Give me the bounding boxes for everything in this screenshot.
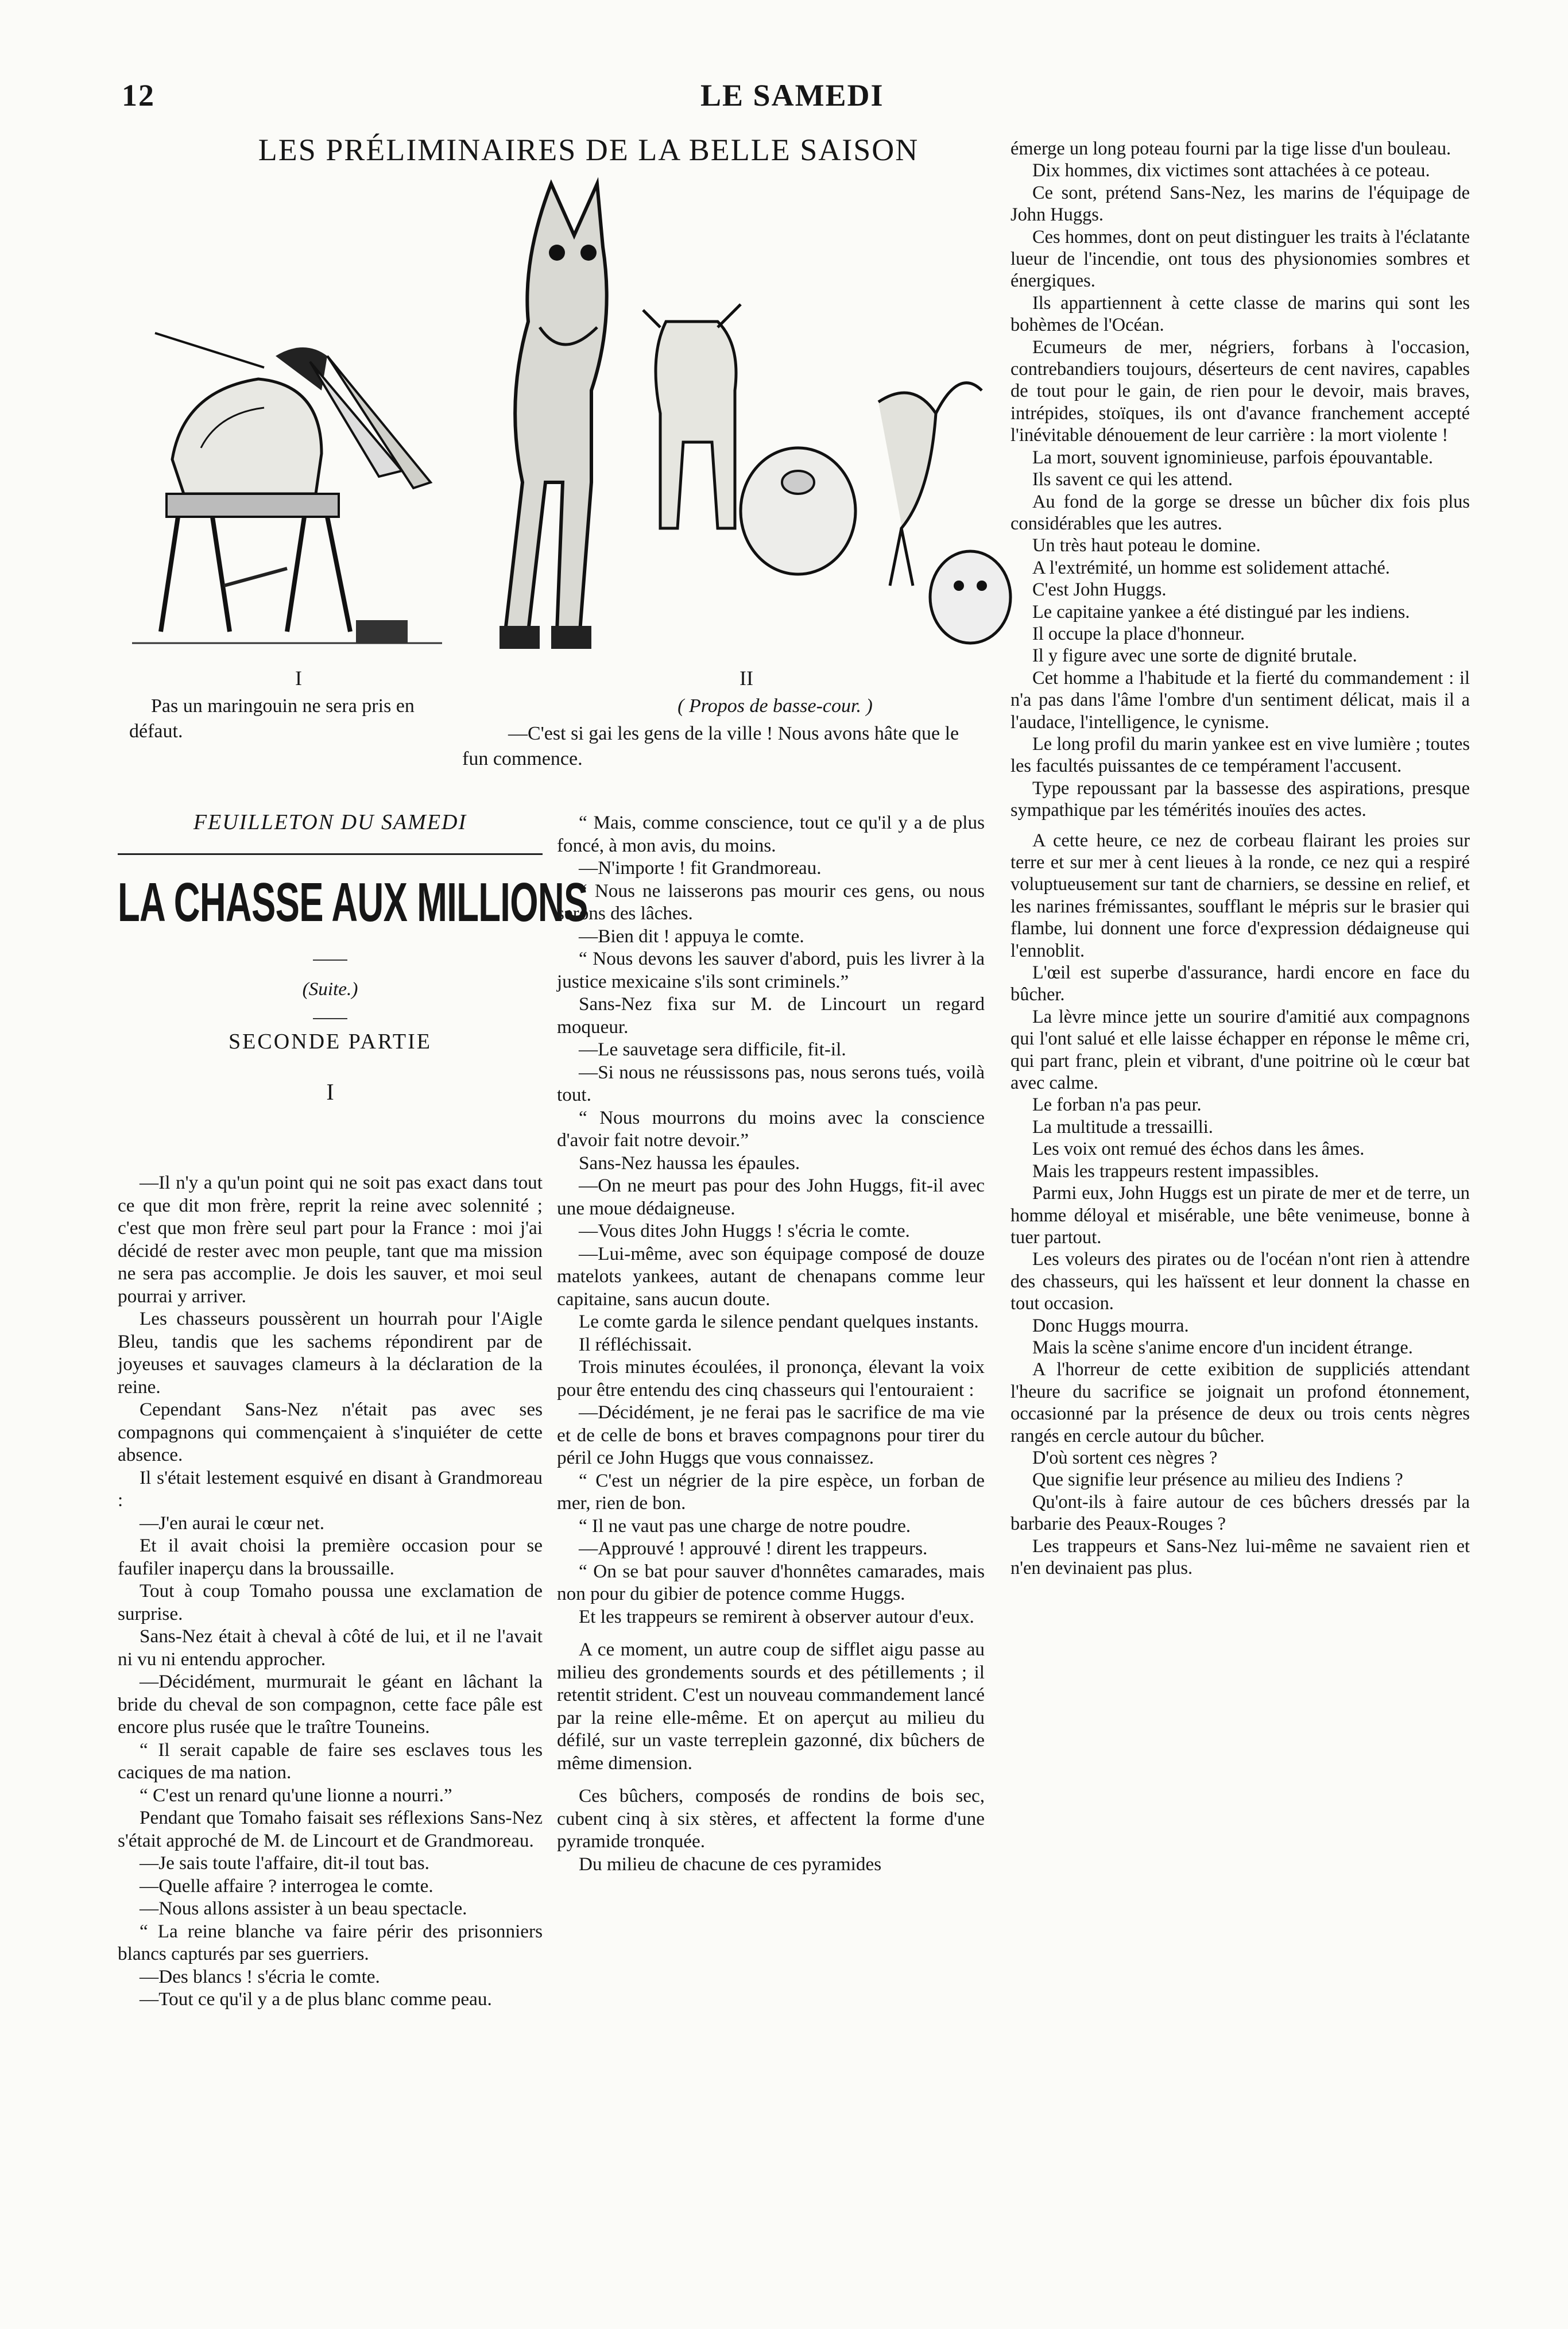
paragraph: Parmi eux, John Huggs est un pirate de mer et de terre, un homme déloyal et misérable, une bête venimeuse, bonne à tuer partout. [1011,1183,1470,1248]
paragraph: “ C'est un négrier de la pire espèce, un forban de mer, rien de bon. [557,1469,985,1514]
paragraph: —Tout ce qu'il y a de plus blanc comme peau. [140,1988,492,2010]
paragraph: Au fond de la gorge se dresse un bûcher dix fois plus considérables que les autres. [1011,491,1470,534]
paragraph: —N'importe ! fit Grandmoreau. [579,857,822,879]
paragraph: Pendant que Tomaho faisait ses réflexions Sans-Nez s'était approché de M. de Lincourt et de Grandmoreau. [118,1807,543,1851]
paragraph: Le comte garda le silence pendant quelques instants. [579,1311,979,1332]
paragraph: “ Nous ne laisserons pas mourir ces gens, ou nous serons des lâches. [557,880,985,924]
paragraph: Ces hommes, dont on peut distinguer les traits à l'éclatante lueur de l'incendie, ont tous des physionomies sombres et énergiques. [1011,226,1470,292]
paragraph: Le capitaine yankee a été distingué par les indiens. [1032,601,1410,622]
paragraph: “ Nous mourrons du moins avec la conscience d'avoir fait notre devoir.” [557,1107,985,1151]
paragraph: La lèvre mince jette un sourire d'amitié aux compagnons qui l'ont salué et elle laisse échapper en réponse le même cri, qui part franc, plein et vibrant, d'une poitrine où le cœur bat avec calme. [1011,1006,1470,1094]
paragraph: —On ne meurt pas pour des John Huggs, fit-il avec une moue dédaigneuse. [557,1175,985,1219]
paragraph: —Quelle affaire ? interrogea le comte. [140,1875,433,1897]
paragraph: —Bien dit ! appuya le comte. [579,925,804,947]
paragraph: Les chasseurs poussèrent un hourrah pour l'Aigle Bleu, tandis que les sachems répondirent par de joyeuses et sauvages clameurs à la déclaration de la reine. [118,1308,543,1398]
paragraph: Ce sont, prétend Sans-Nez, les marins de l'équipage de John Huggs. [1011,182,1470,226]
suite-label: (Suite.) [302,978,358,1000]
paragraph: —Approuvé ! approuvé ! dirent les trappeurs. [579,1538,928,1559]
paragraph: —Lui-même, avec son équipage composé de douze matelots yankees, autant de chenapans comme leur capitaine, sans aucun doute. [557,1243,985,1310]
paragraph: Ils savent ce qui les attend. [1032,469,1233,490]
divider [313,1018,347,1019]
paragraph: Cet homme a l'habitude et la fierté du commandement : il n'a pas dans l'âme l'ombre d'un sentiment délicat, mais il a l'audace, l'intelligence, le cynisme. [1011,667,1470,733]
paragraph: —Le sauvetage sera difficile, fit-il. [579,1039,846,1060]
farm-animals-illustration [477,172,1028,666]
paragraph: Et il avait choisi la première occasion pour se faufiler inaperçu dans la broussaille. [118,1535,543,1579]
paragraph: A ce moment, un autre coup de sifflet aigu passe au milieu des grondements sourds et des pétillements ; il retentit strident. C'est un nouveau commandement lancé par la reine elle-même. Et on aperçut au milieu du défilé, sur un vaste terreplein gazonné, dix bûchers de même dimension. [557,1639,985,1774]
novel-title: LA CHASSE AUX MILLIONS [118,872,588,933]
paragraph: Sans-Nez haussa les épaules. [579,1152,800,1174]
paragraph: L'œil est superbe d'assurance, hardi encore en face du bûcher. [1011,962,1470,1005]
paragraph: Ces bûchers, composés de rondins de bois sec, cubent cinq à six stères, et affectent la forme d'une pyramide tronquée. [557,1785,985,1852]
paragraph: —Nous allons assister à un beau spectacle. [140,1898,467,1919]
paragraph: Donc Huggs mourra. [1032,1315,1189,1336]
paragraph: —Des blancs ! s'écria le comte. [140,1966,380,1987]
paragraph: La multitude a tressailli. [1032,1116,1213,1138]
paragraph: Cependant Sans-Nez n'était pas avec ses compagnons qui commençaient à s'inquiéter de cette absence. [118,1399,543,1465]
paragraph: La mort, souvent ignominieuse, parfois épouvantable. [1032,447,1434,468]
paragraph: Sans-Nez fixa sur M. de Lincourt un regard moqueur. [557,993,985,1038]
feuilleton-label: FEUILLETON DU SAMEDI [193,810,467,834]
paragraph: —Décidément, je ne ferai pas le sacrifice de ma vie et de celle de bons et braves compagnons pour tirer du péril ce John Huggs que vous connaissez. [557,1402,985,1468]
paragraph: Les voleurs des pirates ou de l'océan n'ont rien à attendre des chasseurs, qui les haïssent et leur donnent la chasse en tout occasion. [1011,1249,1470,1314]
paragraph: A cette heure, ce nez de corbeau flairant les proies sur terre et sur mer à cent lieues à la ronde, ce nez qui a respiré voluptueusement sur tant de charniers, se dessine en relief, et les narines frémissantes, soufflant le mépris sur le brasier qui flambe, lui donnent une force d'expression dédaigneuse qui l'ennoblit. [1011,830,1470,961]
paragraph: Il s'était lestement esquivé en disant à Grandmoreau : [118,1467,543,1511]
paragraph: A l'horreur de cette exibition de suppliciés attendant l'heure du sacrifice se joignait un profond étonnement, occasionné par la présence de deux ou trois cents nègres rangés en cercle autour du bûcher. [1011,1359,1470,1446]
feuilleton-header [118,810,588,1105]
paragraph: A l'extrémité, un homme est solidement attaché. [1032,557,1390,578]
paragraph: —Il n'y a qu'un point qui ne soit pas exact dans tout ce que dit mon frère, reprit la reine avec solennité ; c'est que mon frère seul part pour la France : moi j'ai décidé de rester avec mon peuple, tant que ma mission ne sera pas accomplie. Je dois les sauver, et moi seul pourrai y arriver. [118,1172,543,1307]
paragraph: Qu'ont-ils à faire autour de ces bûchers dressés par la barbarie des Peaux-Rouges ? [1011,1491,1470,1535]
paragraph: “ Il ne vaut pas une charge de notre poudre. [579,1515,911,1537]
paragraph: Type repoussant par la bassesse des aspirations, presque sympathique par les témérités inouïes des actes. [1011,777,1470,821]
column-2-text [557,811,985,1875]
plate-2-number: II [740,667,753,690]
paragraph: “ Nous devons les sauver d'abord, puis les livrer à la justice mexicaine s'ils sont criminels.” [557,948,985,992]
mosquito-illustration [132,322,442,666]
paragraph: Le forban n'a pas peur. [1032,1094,1202,1116]
paragraph: Tout à coup Tomaho poussa une exclamation de surprise. [118,1580,543,1624]
paragraph: “ Mais, comme conscience, tout ce qu'il y a de plus foncé, à mon avis, du moins. [557,812,985,856]
column-3-text [1011,138,1470,1579]
paragraph: Les voix ont remué des échos dans les âmes. [1032,1139,1365,1160]
paragraph: Il y figure avec une sorte de dignité brutale. [1032,645,1357,667]
part-heading: SECONDE PARTIE [229,1029,432,1054]
chapter-number: I [326,1079,334,1105]
paragraph: Les trappeurs et Sans-Nez lui-même ne savaient rien et n'en devinaient pas plus. [1011,1535,1470,1579]
paragraph: Le long profil du marin yankee est en vive lumière ; toutes les facultés puissantes de ce tempérament l'accusent. [1011,733,1470,777]
paragraph: “ C'est un renard qu'une lionne a nourri.” [140,1784,452,1806]
page-number: 12 [122,78,155,113]
paragraph: Du milieu de chacune de ces pyramides [579,1853,882,1875]
paragraph: Que signifie leur présence au milieu des Indiens ? [1032,1469,1403,1491]
paragraph: Un très haut poteau le domine. [1032,535,1261,556]
paragraph: Et les trappeurs se remirent à observer autour d'eux. [579,1605,974,1627]
paragraph: Mais la scène s'anime encore d'un incident étrange. [1032,1337,1413,1358]
journal-title: LE SAMEDI [700,78,884,113]
divider [313,960,347,961]
plate-1-caption: Pas un maringouin ne sera pris en défaut. [129,695,415,742]
column-1-text [118,1171,543,2011]
paragraph: Dix hommes, dix victimes sont attachées à ce poteau. [1032,160,1430,181]
plate-2-subtitle: ( Propos de basse-cour. ) [677,695,873,717]
paragraph: —Décidément, murmurait le géant en lâchant la bride du cheval de son compagnon, cette face pâle est encore plus rusée que le traître Touneins. [118,1671,543,1738]
paragraph: “ Il serait capable de faire ses esclaves tous les caciques de ma nation. [118,1739,543,1783]
plate-2-caption: —C'est si gai les gens de la ville ! Nous avons hâte que le fun commence. [462,723,959,769]
paragraph: Ecumeurs de mer, négriers, forbans à l'occasion, contrebandiers toujours, déserteurs de cent navires, capables de tout pour le gain, de rien pour le devoir, mais braves, intrépides, stoïques, ils ont d'avance franchement accepté l'inévitable dénouement de leur carrière : la mort violente ! [1011,336,1470,446]
paragraph: Trois minutes écoulées, il prononça, élevant la voix pour être entendu des cinq chasseurs qui l'entouraient : [557,1356,985,1401]
paragraph: —Je sais toute l'affaire, dit-il tout bas. [140,1852,429,1874]
paragraph: Mais les trappeurs restent impassibles. [1032,1160,1319,1182]
paragraph: —Vous dites John Huggs ! s'écria le comte. [579,1220,910,1241]
paragraph: —J'en aurai le cœur net. [140,1512,325,1534]
divider [118,853,543,855]
paragraph: “ On se bat pour sauver d'honnêtes camarades, mais non pour du gibier de potence comme Huggs. [557,1560,985,1604]
paragraph: émerge un long poteau fourni par la tige lisse d'un bouleau. [1011,138,1451,159]
paragraph: C'est John Huggs. [1032,579,1167,601]
paragraph: —Si nous ne réussissons pas, nous serons tués, voilà tout. [557,1061,985,1105]
paragraph: Il réfléchissait. [579,1333,692,1355]
paragraph: Sans-Nez était à cheval à côté de lui, et il ne l'avait ni vu ni entendu approcher. [118,1626,543,1670]
cartoon-title: LES PRÉLIMINAIRES DE LA BELLE SAISON [258,133,919,167]
paragraph: D'où sortent ces nègres ? [1032,1447,1218,1468]
paragraph: Ils appartiennent à cette classe de marins qui sont les bohèmes de l'Océan. [1011,292,1470,336]
plate-1-number: I [295,667,302,690]
paragraph: “ La reine blanche va faire périr des prisonniers blancs capturés par ses guerriers. [118,1920,543,1964]
paragraph: Il occupe la place d'honneur. [1032,623,1245,644]
